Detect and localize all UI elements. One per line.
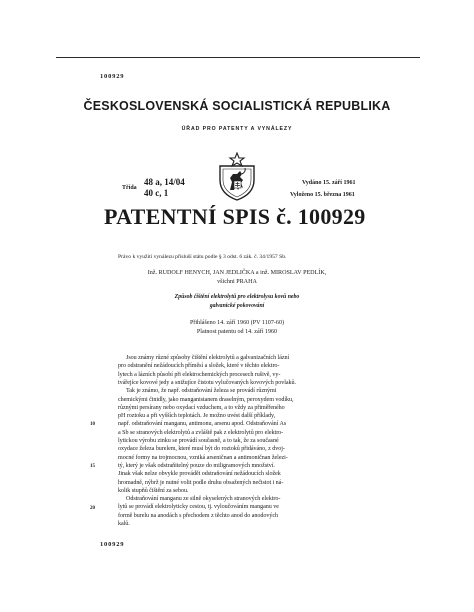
body-line: pH roztoku a při vyšších teplotách. Je možno uvést další příklady,	[118, 413, 276, 420]
body-line: např. odstraňování manganu, antimonu, arsenu apod. Odstraňování As	[118, 421, 287, 428]
body-line: tý, který je však odstraňitelný pouze do miligramových množství.	[118, 462, 275, 469]
body-line: hromadně, nýbrž je nutné volit podle druhu obsažených nečistot i ná-	[118, 479, 284, 486]
country-name: ČESKOSLOVENSKÁ SOCIALISTICKÁ REPUBLIKA	[83, 99, 391, 113]
legal-note: Právo k využití vynálezu přísluší státu podle § 3 odst. 6 zák. č. 34/1957 Sb.	[118, 254, 287, 260]
body-line: oxydace železa burelem, které musí být do roztoků přidáváno, z dvoj-	[118, 446, 285, 453]
body-line: lytů se provádí elektrolyticky cestou, tj. vyloučováním manganu ve	[118, 504, 279, 511]
body-line: a Sb se stranových elektrolytů a zvláště pak z elektrolytů pro elektro-	[118, 429, 284, 436]
body-line: tvářejíce kovové jedy a snižujíce čistotu vylučovaných kovových povlaků.	[118, 379, 296, 386]
class-line-1: 48 a, 14/04	[144, 177, 185, 187]
issued-date: Vydáno 15. září 1961	[302, 180, 356, 186]
inventors: Inž. RUDOLF HENYCH, JAN JEDLIČKA a inž. MIROSLAV PEDLÍK,	[147, 270, 327, 276]
body-line: Odstraňování manganu ze silně okyselených stranových elektro-	[126, 496, 281, 503]
top-rule	[56, 57, 420, 58]
published-date: Vyloženo 15. března 1961	[290, 192, 355, 198]
body-line: Tak je známo, že např. odstraňování železa se provádí různými	[126, 388, 277, 395]
coat-of-arms-icon	[216, 152, 258, 202]
inventors-location: všichni PRAHA	[217, 279, 257, 285]
body-line: Jinak však nelze obvykle provádět odstraňování nežádoucích složek	[118, 471, 281, 478]
margin-line-number: 15	[90, 464, 95, 469]
body-line: kolik stupňů čištění za sebou.	[118, 487, 189, 494]
body-line: lytickou výrobu zinku se provádí současně, a to tak, že za současné	[118, 438, 279, 444]
doc-number-bottom: 100929	[100, 541, 125, 548]
doc-number-top: 100929	[100, 73, 125, 80]
margin-line-number: 20	[90, 506, 95, 511]
body-line: lytech a lázních působí při elektrochemických procesech rušivě, vy-	[118, 371, 281, 378]
body-line: chemickými činidly, jako manganistanem draselným, peroxydem vodíku,	[118, 396, 294, 403]
body-line: mocné formy na trojmocnou, vzniká arseničnan a antimoničnan železi-	[118, 454, 288, 461]
filing-date: Přihlášeno 14. září 1960 (PV 1107-60)	[189, 320, 285, 326]
body-line: Jsou známy různé způsoby čištění elektrolytů a galvanizačních lázní	[126, 355, 290, 361]
validity-date: Platnost patentu od 14. září 1960	[196, 329, 278, 335]
body-line: formě burelu na anodách s přechodem z těchto anod do anodových	[118, 512, 279, 519]
office-name: ÚŘAD PRO PATENTY A VYNÁLEZY	[181, 126, 293, 132]
patent-title: PATENTNÍ SPIS č. 100929	[104, 204, 366, 229]
class-line-2: 40 c, 1	[144, 188, 169, 198]
invention-title-line-2: galvanické pokovování	[209, 303, 265, 309]
class-label: Třída	[122, 185, 137, 191]
margin-line-number: 10	[90, 422, 95, 427]
invention-title-line-1: Způsob čištění elektrolytů pro elektrolysu kovů nebo	[174, 294, 300, 300]
body-line: pro odstranění nežádoucích příměsí a složek, které v těchto elektro-	[118, 363, 280, 370]
body-line: kalů.	[118, 521, 130, 527]
body-line: různými persírany nebo oxydací vzduchem, a to vždy za přiměřeného	[118, 404, 285, 411]
